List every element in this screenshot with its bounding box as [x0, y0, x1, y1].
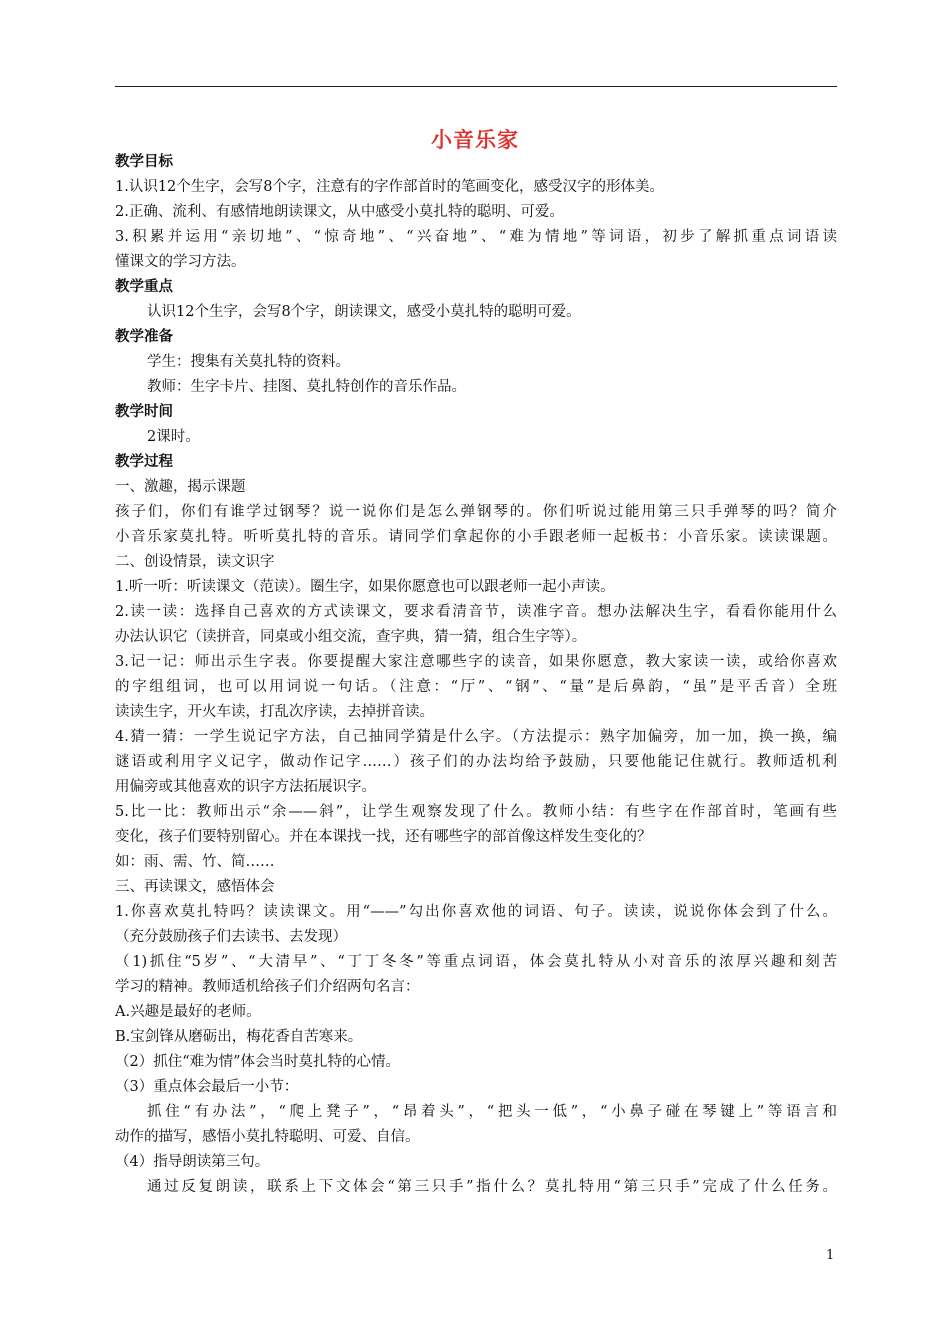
body-line: 二、创设情景，读文识字: [115, 554, 275, 570]
section-heading: 教学重点: [115, 279, 173, 295]
section-heading: 教学时间: [115, 404, 173, 420]
body-line: 的字组组词，也可以用词说一句话。（注意：“厅”、“钢”、“量”是后鼻韵，“虽”是平舌音）全班: [115, 679, 837, 695]
body-line: 学习的精神。教师适机给孩子们介绍两句名言：: [115, 979, 420, 995]
body-line: 用偏旁或其他喜欢的识字方法拓展识字。: [115, 779, 376, 795]
body-line: 2.读一读：选择自己喜欢的方式读课文，要求看清音节，读准字音。想办法解决生字，看看你能用什么: [115, 604, 837, 620]
body-line: （4）指导朗读第三句。: [115, 1154, 270, 1170]
body-line: （充分鼓励孩子们去读书、去发现）: [115, 929, 347, 945]
body-line: 抓住“有办法”，“爬上凳子”，“昂着头”，“把头一低”，“小鼻子碰在琴键上”等语言和: [147, 1104, 837, 1120]
body-line: （3）重点体会最后一小节：: [115, 1079, 299, 1095]
body-line: 通过反复朗读，联系上下文体会“第三只手”指什么？莫扎特用“第三只手”完成了什么任务。: [147, 1179, 837, 1195]
body-line: 办法认识它（读拼音，同桌或小组交流，查字典，猜一猜，组合生字等）。: [115, 629, 587, 645]
body-line: 认识12个生字，会写8个字，朗读课文，感受小莫扎特的聪明可爱。: [147, 304, 581, 320]
body-line: A.兴趣是最好的老师。: [115, 1004, 261, 1020]
body-line: （2）抓住“难为情”体会当时莫扎特的心情。: [115, 1054, 401, 1070]
body-line: 1.认识12个生字，会写8个字，注意有的字作部首时的笔画变化，感受汉字的形体美。: [115, 179, 665, 195]
body-line: 懂课文的学习方法。: [115, 254, 246, 270]
header-rule: [115, 86, 837, 87]
body-line: 1.听一听：听读课文（范读）。圈生字，如果你愿意也可以跟老师一起小声读。: [115, 579, 615, 595]
body-line: 5.比一比：教师出示“余——斜”，让学生观察发现了什么。教师小结：有些字在作部首时，笔画有些: [115, 804, 837, 820]
body-line: 三、再读课文，感悟体会: [115, 879, 275, 895]
body-line: 教师：生字卡片、挂图、莫扎特创作的音乐作品。: [147, 379, 466, 395]
body-line: 孩子们，你们有谁学过钢琴？说一说你们是怎么弹钢琴的。你们听说过能用第三只手弹琴的吗？简介: [115, 504, 837, 520]
section-heading: 教学目标: [115, 154, 173, 170]
body-line: 读读生字，开火车读，打乱次序读，去掉拼音读。: [115, 704, 434, 720]
body-line: 2.正确、流利、有感情地朗读课文，从中感受小莫扎特的聪明、可爱。: [115, 204, 564, 220]
section-heading: 教学准备: [115, 329, 173, 345]
document-body: [115, 150, 837, 1200]
body-line: 1.你喜欢莫扎特吗？读读课文。用“——”勾出你喜欢他的词语、句子。读读，说说你体会到了什么。: [115, 904, 837, 920]
body-line: （1)抓住“5岁”、“大清早”、“丁丁冬冬”等重点词语，体会莫扎特从小对音乐的浓厚兴趣和刻苦: [115, 954, 837, 970]
body-line: 如：雨、需、竹、简……: [115, 854, 275, 870]
page-number: 1: [826, 1248, 835, 1263]
body-line: 3.记一记：师出示生字表。你要提醒大家注意哪些字的读音，如果你愿意，教大家读一读，或给你喜欢: [115, 654, 837, 670]
body-line: 3.积累并运用“亲切地”、“惊奇地”、“兴奋地”、“难为情地”等词语，初步了解抓重点词语读: [115, 229, 837, 245]
body-line: 学生：搜集有关莫扎特的资料。: [147, 354, 350, 370]
body-line: 2课时。: [147, 429, 200, 445]
body-line: 谜语或利用字义记字，做动作记字……）孩子们的办法均给予鼓励，只要他能记住就行。教师适机利: [115, 754, 837, 770]
document-title: 小音乐家: [431, 128, 519, 152]
body-line: 变化，孩子们要特别留心。并在本课找一找，还有哪些字的部首像这样发生变化的？: [115, 829, 652, 845]
body-line: B.宝剑锋从磨砺出，梅花香自苦寒来。: [115, 1029, 363, 1045]
body-line: 一、激趣，揭示课题: [115, 479, 246, 495]
section-heading: 教学过程: [115, 454, 173, 470]
body-line: 动作的描写，感悟小莫扎特聪明、可爱、自信。: [115, 1129, 420, 1145]
body-line: 小音乐家莫扎特。听听莫扎特的音乐。请同学们拿起你的小手跟老师一起板书：小音乐家。读读课题。: [115, 529, 837, 545]
body-line: 4.猜一猜：一学生说记字方法，自己抽同学猜是什么字。（方法提示：熟字加偏旁，加一加，换一换，编: [115, 729, 837, 745]
